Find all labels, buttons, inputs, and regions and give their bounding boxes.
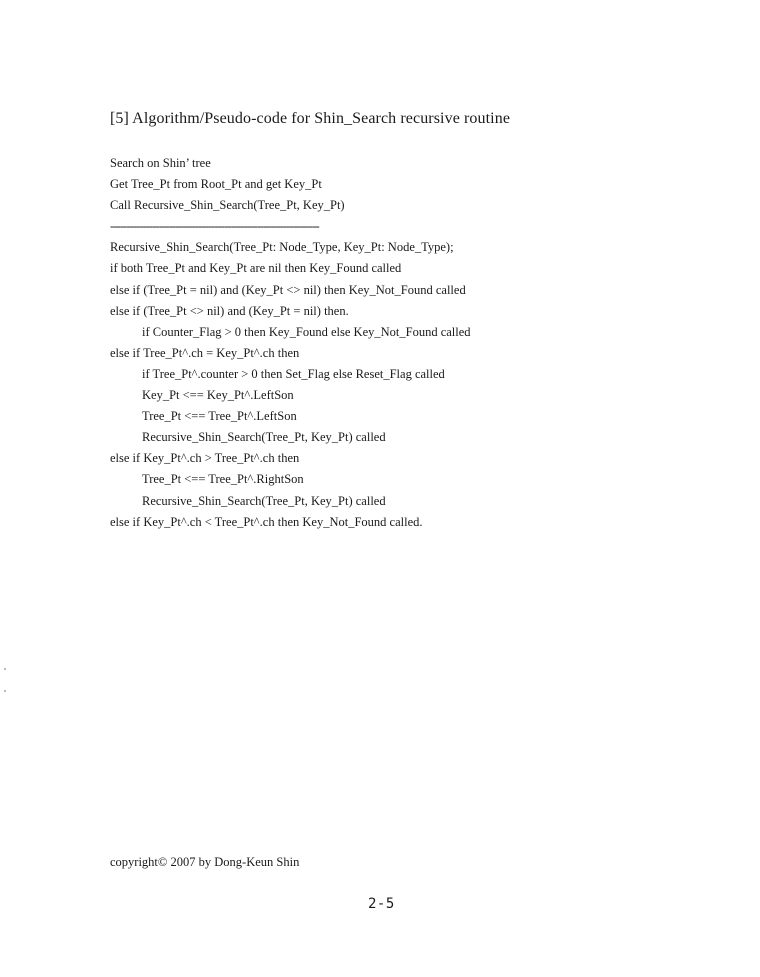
page-number: 2-5 — [368, 896, 395, 912]
code-line: else if Tree_Pt^.ch = Key_Pt^.ch then — [110, 345, 300, 360]
scan-speck — [4, 690, 6, 692]
code-line: if both Tree_Pt and Key_Pt are nil then Key_Found called — [110, 261, 402, 276]
code-line: if Counter_Flag > 0 then Key_Found else Key_Not_Found called — [142, 324, 471, 339]
intro-line-call: Call Recursive_Shin_Search(Tree_Pt, Key_Pt) — [110, 198, 345, 213]
code-line: else if (Tree_Pt <> nil) and (Key_Pt = nil) then. — [110, 303, 349, 318]
code-line: Tree_Pt <== Tree_Pt^.RightSon — [142, 472, 304, 487]
scan-speck — [4, 668, 6, 670]
code-line: else if (Tree_Pt = nil) and (Key_Pt <> nil) then Key_Not_Found called — [110, 282, 466, 297]
code-line: Key_Pt <== Key_Pt^.LeftSon — [142, 388, 294, 403]
separator-line: ---------------------------------------------------------------- — [110, 219, 319, 234]
code-line: else if Key_Pt^.ch > Tree_Pt^.ch then — [110, 451, 300, 466]
intro-line-get-pointers: Get Tree_Pt from Root_Pt and get Key_Pt — [110, 177, 322, 192]
intro-line-search: Search on Shin’ tree — [110, 156, 211, 170]
pseudo-code-block — [110, 153, 710, 533]
code-lines — [110, 237, 710, 532]
code-line: Tree_Pt <== Tree_Pt^.LeftSon — [142, 409, 297, 424]
copyright-footer: copyright© 2007 by Dong-Keun Shin — [110, 855, 300, 869]
code-line: Recursive_Shin_Search(Tree_Pt, Key_Pt) called — [142, 430, 386, 445]
section-heading: [5] Algorithm/Pseudo-code for Shin_Search recursive routine — [110, 110, 511, 127]
code-line: if Tree_Pt^.counter > 0 then Set_Flag else Reset_Flag called — [142, 366, 445, 381]
code-line: Recursive_Shin_Search(Tree_Pt: Node_Type, Key_Pt: Node_Type); — [110, 240, 454, 255]
code-line: Recursive_Shin_Search(Tree_Pt, Key_Pt) called — [142, 493, 386, 508]
code-line: else if Key_Pt^.ch < Tree_Pt^.ch then Key_Not_Found called. — [110, 514, 423, 529]
